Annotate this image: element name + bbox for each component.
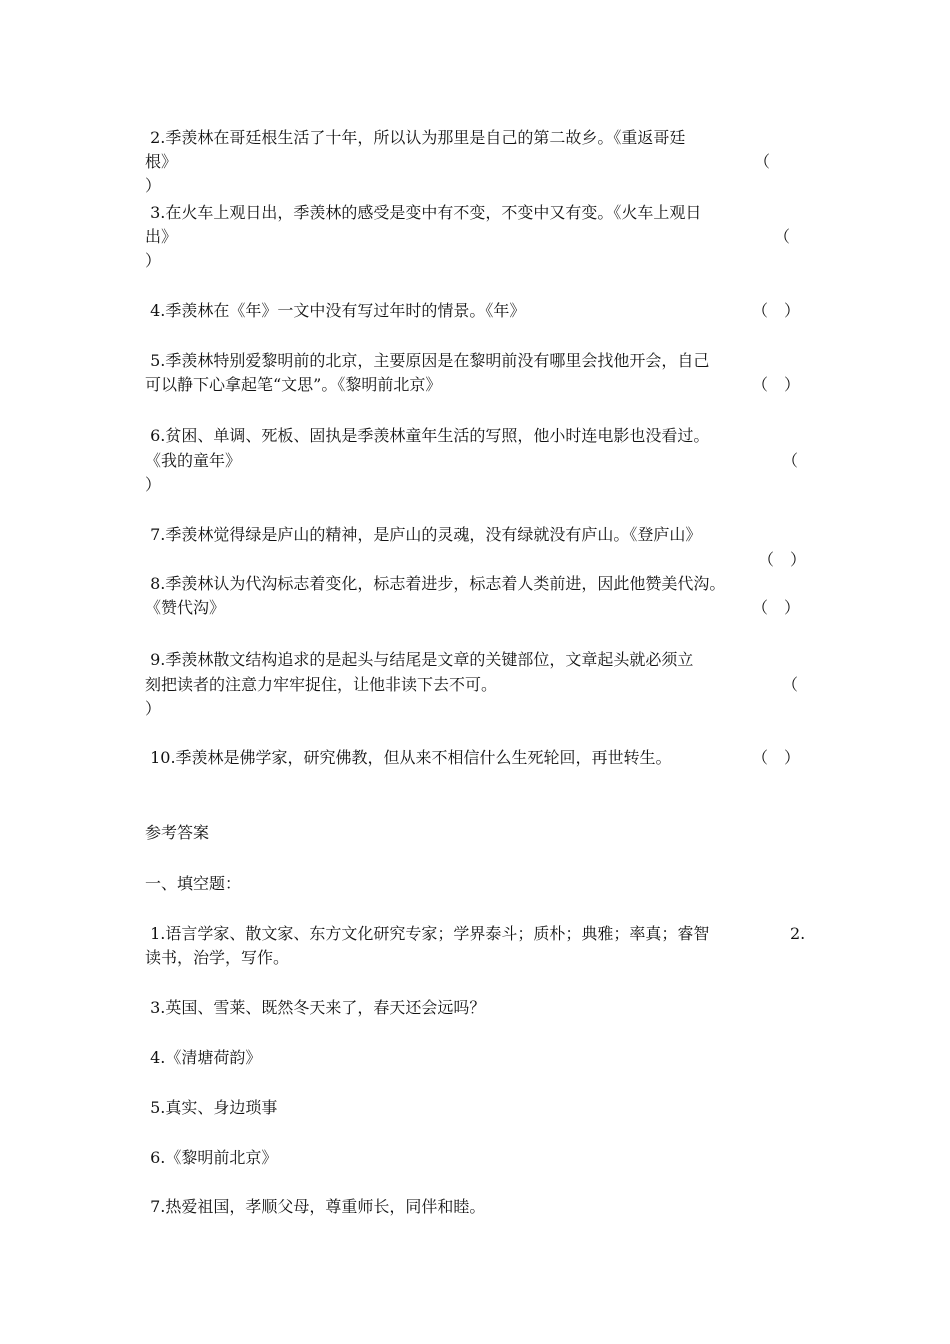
question-9-line-3: ）: [145, 699, 162, 718]
answers-section-title: 一、填空题：: [145, 874, 242, 893]
question-6-line-2: 《我的童年》: [145, 451, 242, 470]
question-9-line-2: 刻把读者的注意力牢牢捉住，让他非读下去不可。: [145, 675, 498, 694]
question-2-line-3: ）: [145, 176, 162, 195]
answer-6: 6.《黎明前北京》: [145, 1148, 278, 1167]
answer-2: 读书，治学，写作。: [145, 948, 290, 967]
question-3-line-1: 3.在火车上观日出，季羡林的感受是变中有不变，不变中又有变。《火车上观日: [145, 203, 702, 222]
answer-3: 3.英国、雪莱、既然冬天来了，春天还会远吗？: [145, 998, 486, 1017]
question-6-line-1: 6.贫困、单调、死板、固执是季羡林童年生活的写照，他小时连电影也没看过。: [145, 426, 710, 445]
answer-5: 5.真实、身边琐事: [145, 1098, 278, 1117]
question-2-answer-paren: （: [754, 152, 771, 171]
question-4-line-1: 4.季羡林在《年》一文中没有写过年时的情景。《年》: [145, 301, 526, 320]
answer-4: 4.《清塘荷韵》: [145, 1048, 262, 1067]
question-9-line-1: 9.季羡林散文结构追求的是起头与结尾是文章的关键部位，文章起头就必须立: [145, 650, 694, 669]
question-3-line-2: 出》: [145, 227, 178, 246]
answer-7: 7.热爱祖国，孝顺父母，尊重师长，同伴和睦。: [145, 1197, 486, 1216]
question-2-line-1: 2.季羡林在哥廷根生活了十年，所以认为那里是自己的第二故乡。《重返哥廷: [145, 128, 686, 147]
question-8-line-1: 8.季羡林认为代沟标志着变化，标志着进步，标志着人类前进，因此他赞美代沟。: [145, 574, 726, 593]
question-6-line-3: ）: [145, 475, 162, 494]
question-8-answer-paren: （ ）: [752, 598, 801, 617]
answers-heading: 参考答案: [145, 823, 210, 842]
answer-2-number: 2.: [790, 924, 806, 943]
question-4-answer-paren: （ ）: [752, 301, 801, 320]
answer-1: 1.语言学家、散文家、东方文化研究专家；学界泰斗；质朴；典雅；率真；睿智: [145, 924, 710, 943]
question-7-answer-paren: （ ）: [758, 550, 807, 569]
question-10-line-1: 10.季羡林是佛学家，研究佛教，但从来不相信什么生死轮回，再世转生。: [145, 748, 672, 767]
question-10-answer-paren: （ ）: [752, 748, 801, 767]
question-5-line-2: 可以静下心拿起笔“文思”。《黎明前北京》: [145, 375, 442, 394]
question-3-answer-paren: （: [774, 227, 791, 246]
question-6-answer-paren: （: [782, 451, 799, 470]
question-9-answer-paren: （: [782, 675, 799, 694]
question-5-line-1: 5.季羡林特别爱黎明前的北京，主要原因是在黎明前没有哪里会找他开会，自己: [145, 351, 710, 370]
question-8-line-2: 《赞代沟》: [145, 598, 226, 617]
question-3-line-3: ）: [145, 251, 162, 270]
question-7-line-1: 7.季羡林觉得绿是庐山的精神，是庐山的灵魂，没有绿就没有庐山。《登庐山》: [145, 525, 702, 544]
question-5-answer-paren: （ ）: [752, 375, 801, 394]
question-2-line-2: 根》: [145, 152, 178, 171]
